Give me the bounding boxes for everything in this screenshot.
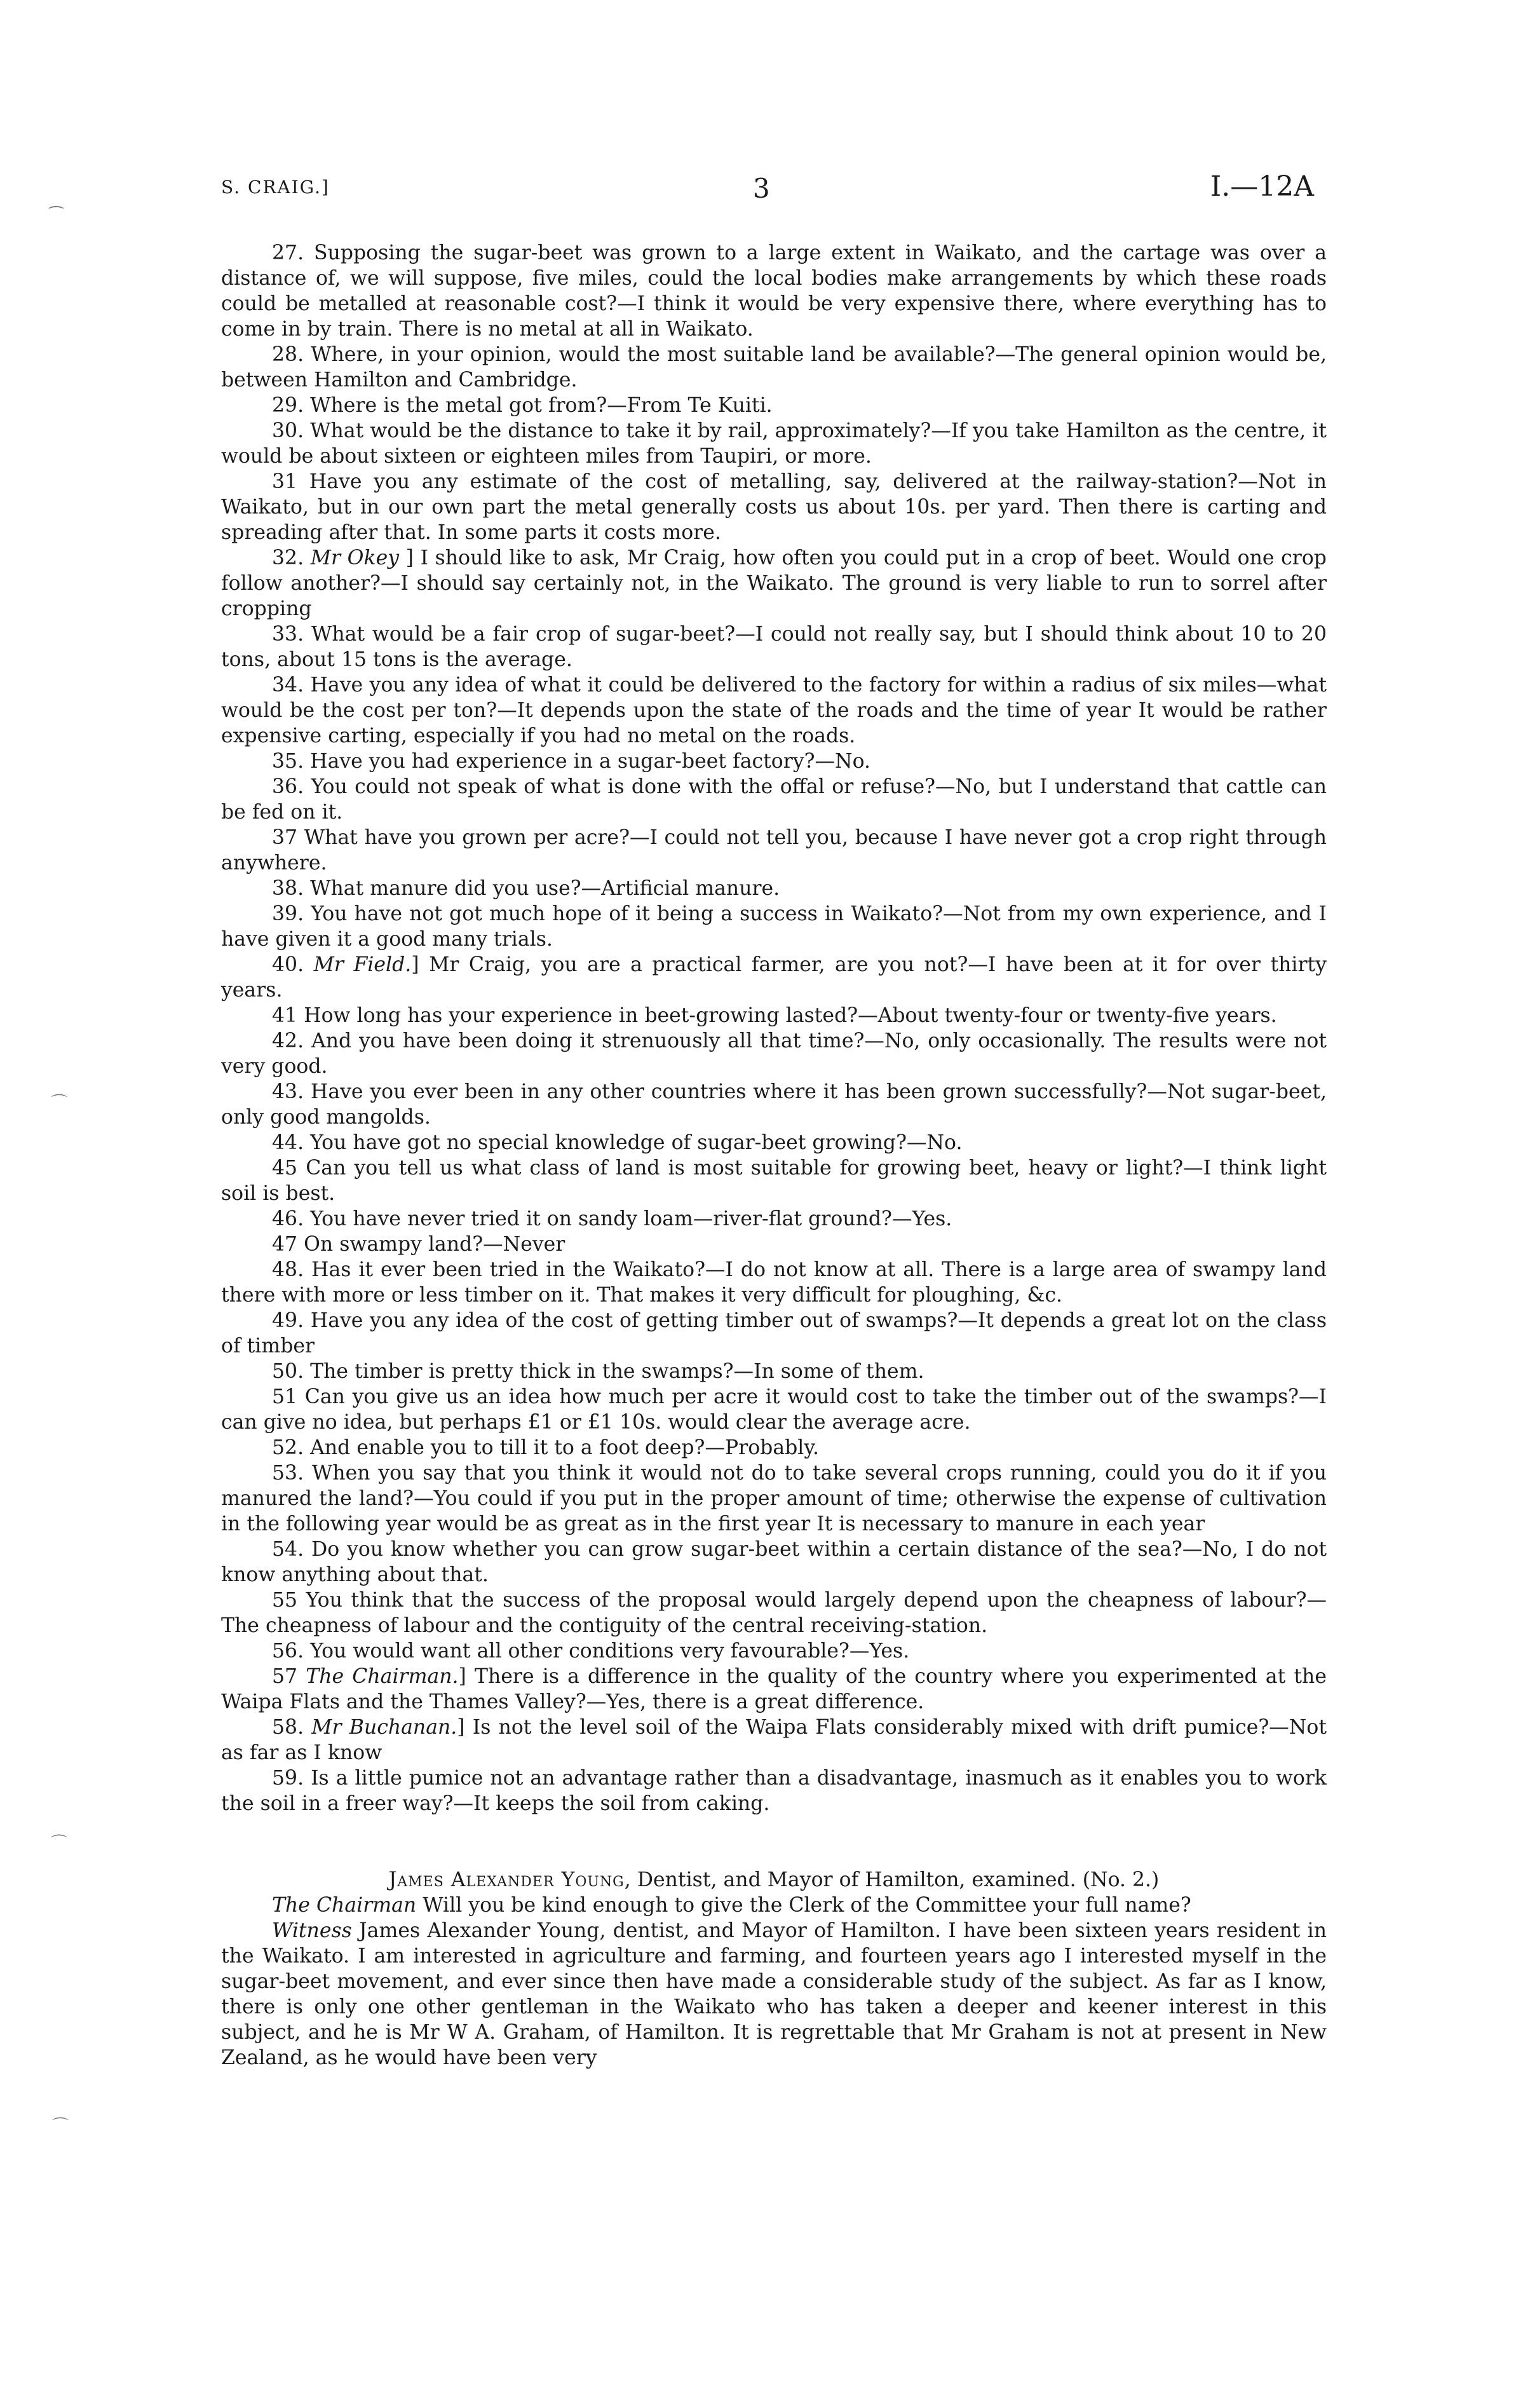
question-paragraph: 50. The timber is pretty thick in the swamps?—In some of them. — [272, 1360, 924, 1383]
question-paragraph: 37 What have you grown per acre?—I could not tell you, because I have never got a crop right through anywhere. — [221, 826, 1327, 874]
question-paragraph — [221, 952, 1327, 1003]
question-paragraph: 51 Can you give us an idea how much per acre it would cost to take the timber out of the swamps?—I can give no idea, but perhaps £1 or £1 10s. would clear the average acre. — [221, 1385, 1327, 1434]
question-paragraph: 27. Supposing the sugar-beet was grown to a large extent in Waikato, and the cartage was over a distance of, we will suppose, five miles, could the local bodies make arrangements by which these roads could be metalled at reasonable cost?—I think it would be very expensive there, where everything has to come in by train. There is no metal at all in Waikato. — [221, 241, 1327, 341]
question-number: 32. — [272, 547, 311, 569]
witness-testimony — [221, 1893, 1327, 2071]
question-paragraph: 31 Have you any estimate of the cost of metalling, say, delivered at the railway-station?—Not in Waikato, but in our own part the metal generally costs us about 10s. per yard. Then there is carting and spreading after that. In some parts it costs more. — [221, 470, 1327, 544]
witness-name: James Alexander Young — [388, 1868, 625, 1891]
margin-mark: ⌒ — [51, 1094, 68, 1113]
question-paragraph: 28. Where, in your opinion, would the most suitable land be available?—The general opinion would be, between Hamilton and Cambridge. — [221, 343, 1327, 391]
question-paragraph: 38. What manure did you use?—Artificial manure. — [272, 877, 780, 900]
question-paragraph: 47 On swampy land?—Never — [272, 1233, 565, 1256]
question-paragraph: 33. What would be a fair crop of sugar-beet?—I could not really say, but I should think about 10 to 20 tons, about 15 tons is the average. — [221, 623, 1327, 671]
question-paragraph: 45 Can you tell us what class of land is most suitable for growing beet, heavy or light?—I think light soil is best. — [221, 1157, 1327, 1205]
evidence-questions — [221, 240, 1327, 1816]
question-paragraph: 30. What would be the distance to take it by rail, approximately?—If you take Hamilton as the centre, it would be about sixteen or eighteen miles from Taupiri, or more. — [221, 419, 1327, 468]
question-paragraph — [221, 1715, 1327, 1765]
speaker-name: Mr Okey — [310, 547, 400, 569]
question-paragraph: 56. You would want all other conditions very favourable?—Yes. — [272, 1640, 910, 1663]
question-paragraph: 34. Have you any idea of what it could be delivered to the factory for within a radius of six miles—what would be the cost per ton?—It depends upon the state of the roads and the time of year It would be rather expensive carting, especially if you had no metal on the roads. — [221, 674, 1327, 747]
question-number: 58. — [272, 1716, 312, 1739]
question-text: ] Is not the level soil of the Waipa Flats considerably mixed with drift pumice?—Not as far as I know — [221, 1716, 1327, 1764]
question-paragraph: 52. And enable you to till it to a foot deep?—Probably. — [272, 1436, 819, 1459]
witness-description: , Dentist, and Mayor of Hamilton, examined. (No. 2.) — [624, 1868, 1160, 1891]
margin-mark: ⌒ — [51, 1834, 68, 1853]
witness-running-head: S. CRAIG.] — [221, 177, 330, 198]
question-text: ] I should like to ask, Mr Craig, how often you could put in a crop of beet. Would one crop follow another?—I should say certainly not, in the Waikato. The ground is very liable to run to sorrel after cropping — [221, 547, 1327, 620]
speaker-name: Mr Buchanan. — [311, 1716, 457, 1739]
question-paragraph: 35. Have you had experience in a sugar-beet factory?—No. — [272, 750, 871, 773]
paper-reference: I.—12A — [1210, 170, 1314, 203]
question-paragraph: 54. Do you know whether you can grow sugar-beet within a certain distance of the sea?—No, I do not know anything about that. — [221, 1538, 1327, 1586]
question-number: 57 — [272, 1665, 306, 1688]
question-paragraph: 59. Is a little pumice not an advantage rather than a disadvantage, inasmuch as it enables you to work the soil in a freer way?—It keeps the soil from caking. — [221, 1767, 1327, 1815]
question-paragraph: 44. You have got no special knowledge of sugar-beet growing?—No. — [272, 1131, 963, 1154]
testimony-text: James Alexander Young, dentist, and Mayor of Hamilton. I have been sixteen years resident in the Waikato. I am interested in agriculture and farming, and fourteen years ago I interested myself in the sugar-beet movement, and ever since then have made a considerable study of the subject. As far as I know, there is only one other gentleman in the Waikato who has taken a deeper and keener interest in this subject, and he is Mr W A. Graham, of Hamilton. It is regrettable that Mr Graham is not at present in New Zealand, as he would have been very — [221, 1919, 1327, 2069]
speaker-name: Mr Field. — [313, 953, 412, 976]
speaker-name: The Chairman — [272, 1894, 417, 1917]
question-paragraph: 29. Where is the metal got from?—From Te Kuiti. — [272, 394, 773, 417]
speaker-name: The Chairman. — [306, 1665, 459, 1688]
question-paragraph: 53. When you say that you think it would not do to take several crops running, could you do it if you manured the land?—You could if you put in the proper amount of time; otherwise the expense of cultivation in the following year would be as great as in the first year It is necessary to manure in each year — [221, 1462, 1327, 1535]
question-paragraph: 42. And you have been doing it strenuously all that time?—No, only occasionally. The results were not very good. — [221, 1030, 1327, 1078]
margin-mark: ⁀ — [50, 207, 63, 226]
question-paragraph — [221, 1664, 1327, 1715]
speaker-name: Witness — [272, 1919, 352, 1942]
question-paragraph: 46. You have never tried it on sandy loam—river-flat ground?—Yes. — [272, 1207, 952, 1230]
question-text: ] There is a difference in the quality of the country where you experimented at the Waipa Flats and the Thames Valley?—Yes, there is a great difference. — [221, 1665, 1327, 1713]
question-paragraph: 55 You think that the success of the proposal would largely depend upon the cheapness of labour?—The cheapness of labour and the contiguity of the central receiving-station. — [221, 1589, 1327, 1637]
question-paragraph: 36. You could not speak of what is done with the offal or refuse?—No, but I understand that cattle can be fed on it. — [221, 775, 1327, 824]
section-heading — [221, 1867, 1327, 1893]
question-paragraph: 41 How long has your experience in beet-growing lasted?—About twenty-four or twenty-five years. — [272, 1004, 1277, 1027]
page-header — [0, 170, 1516, 215]
testimony-paragraph — [221, 1893, 1327, 1918]
page-number: 3 — [753, 173, 770, 204]
question-text: ] Mr Craig, you are a practical farmer, are you not?—I have been at it for over thirty years. — [221, 953, 1327, 1002]
margin-mark: ⌒ — [52, 2117, 69, 2136]
document-body — [221, 240, 1327, 2071]
question-paragraph: 48. Has it ever been tried in the Waikato?—I do not know at all. There is a large area of swampy land there with more or less timber on it. That makes it very difficult for ploughing, &c. — [221, 1258, 1327, 1307]
question-paragraph — [221, 545, 1327, 622]
question-paragraph: 39. You have not got much hope of it being a success in Waikato?—Not from my own experience, and I have given it a good many trials. — [221, 902, 1327, 951]
testimony-paragraph — [221, 1918, 1327, 2071]
question-number: 40. — [272, 953, 314, 976]
testimony-text: Will you be kind enough to give the Clerk of the Committee your full name? — [416, 1894, 1191, 1917]
question-paragraph: 49. Have you any idea of the cost of getting timber out of swamps?—It depends a great lot on the class of timber — [221, 1309, 1327, 1357]
question-paragraph: 43. Have you ever been in any other countries where it has been grown successfully?—Not sugar-beet, only good mangolds. — [221, 1080, 1327, 1129]
